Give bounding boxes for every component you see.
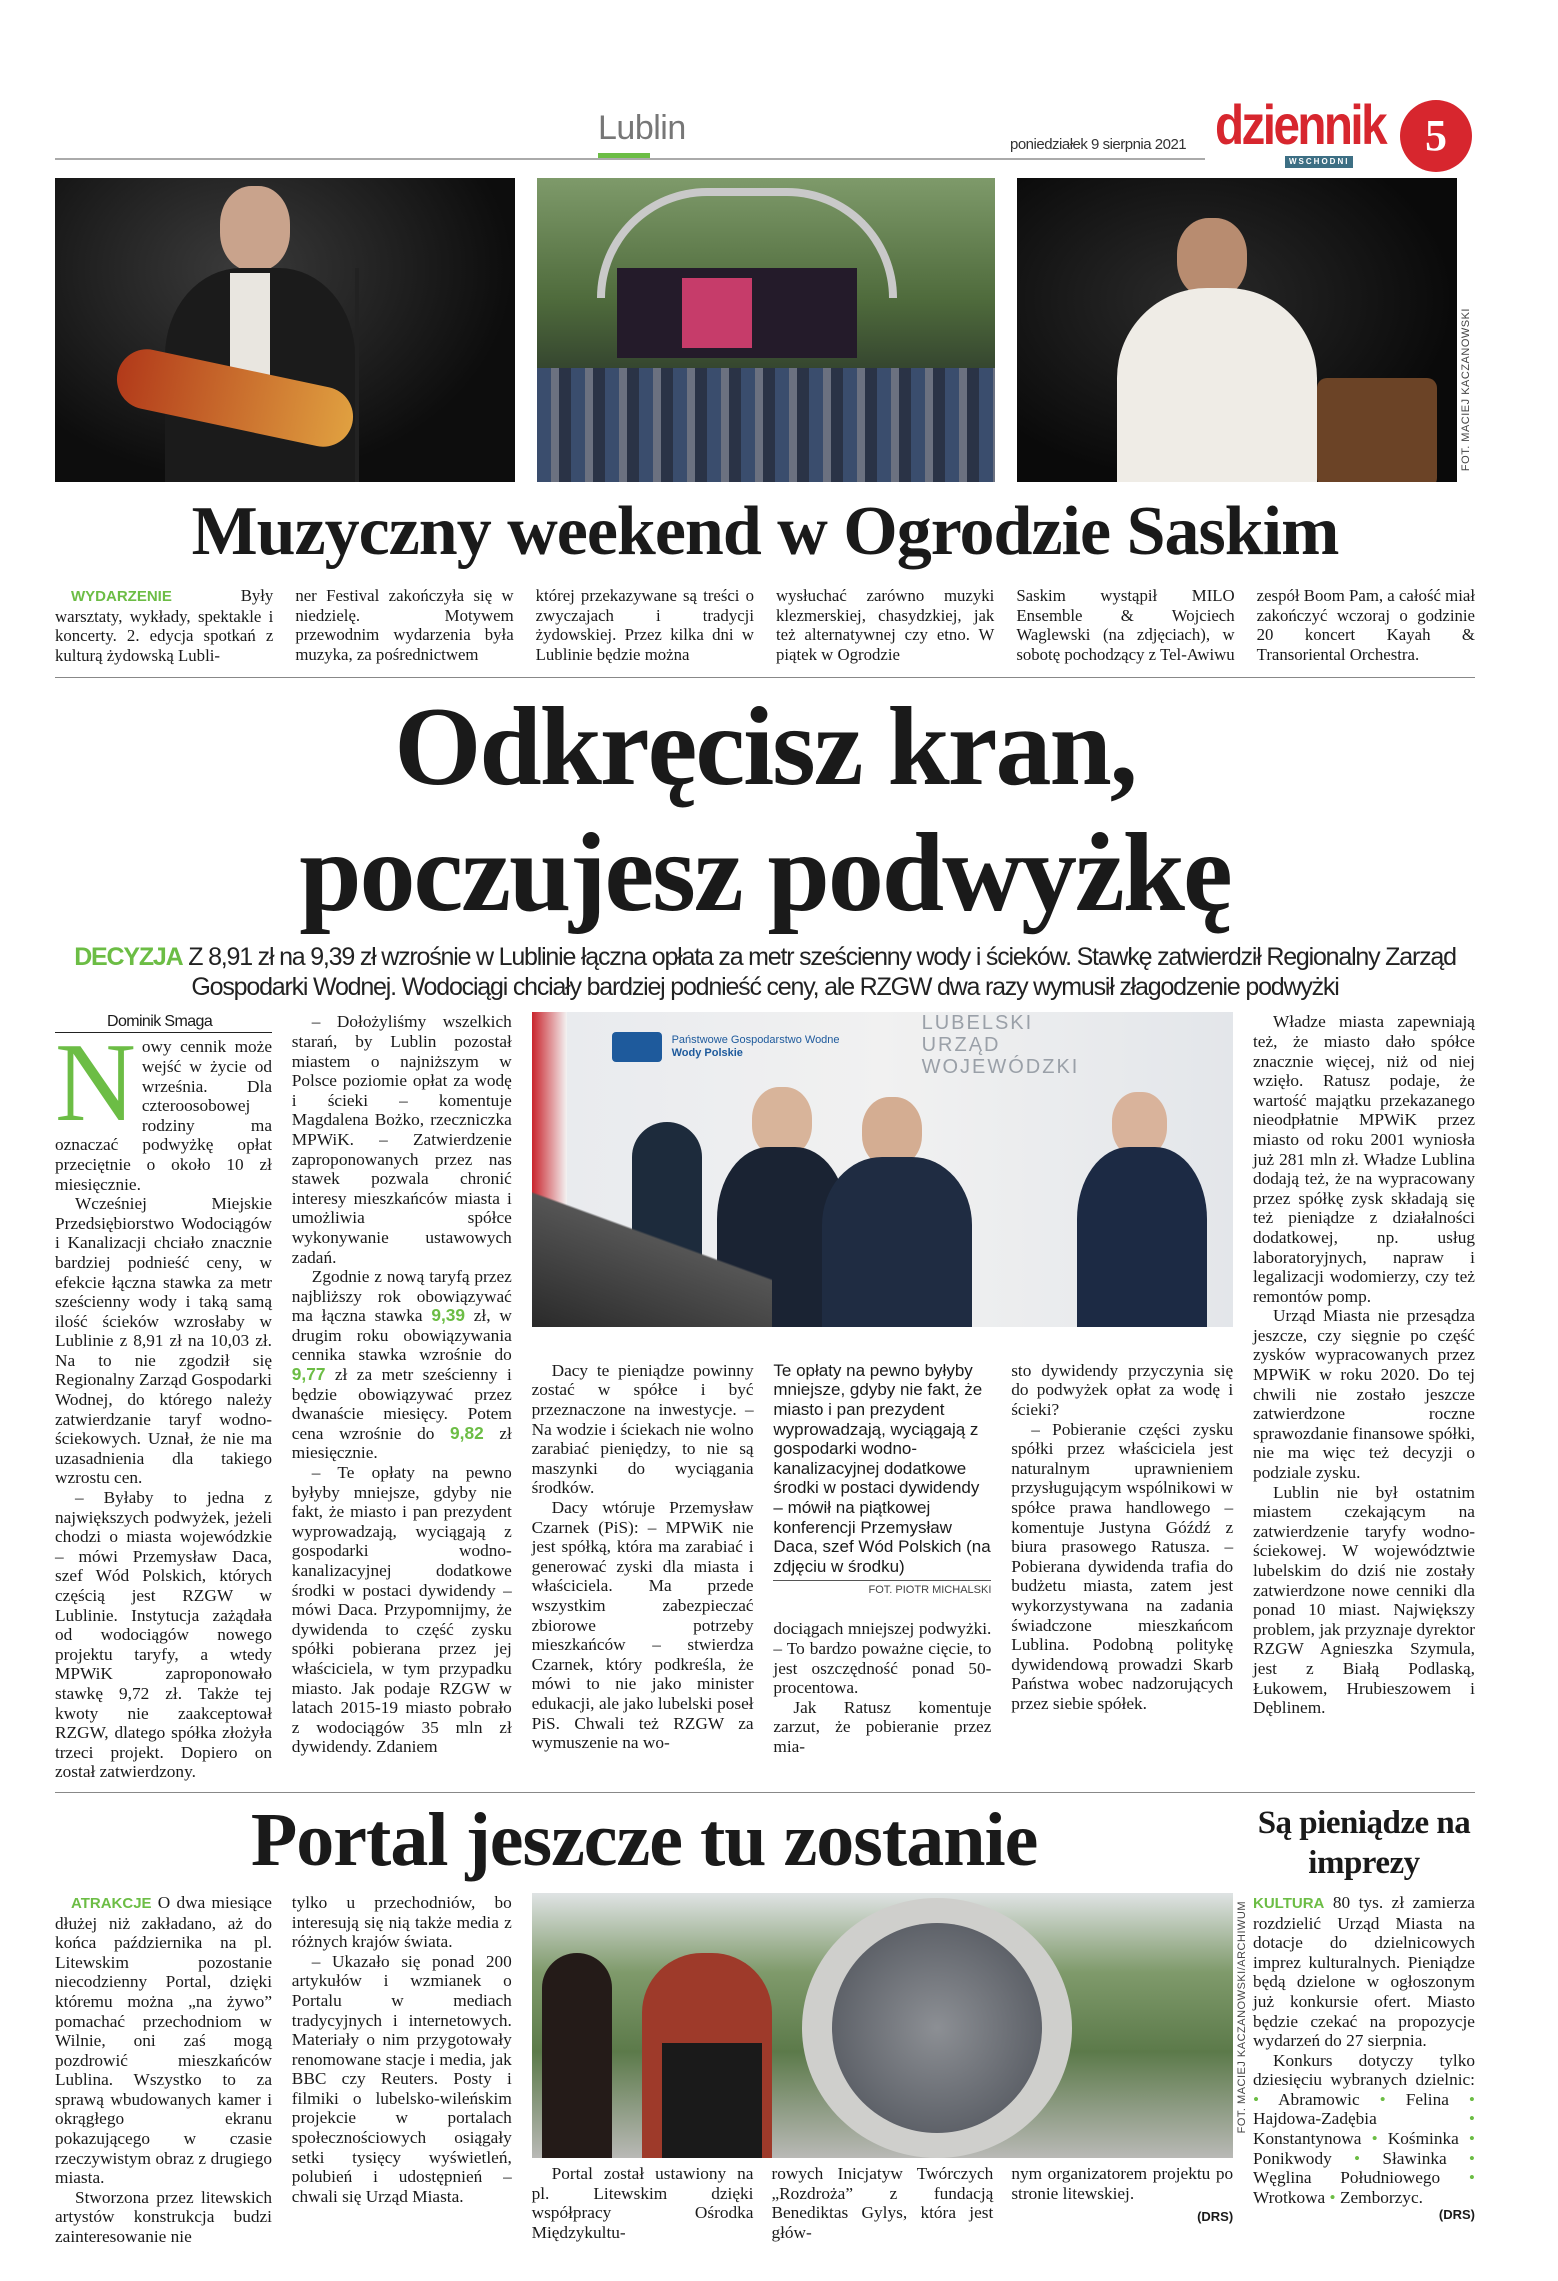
author-signature: (DRS) — [1197, 2209, 1234, 2225]
district-name: Konstantynowa — [1252, 2129, 1362, 2149]
headline-line-2: poczujesz podwyżkę — [299, 811, 1231, 936]
paragraph: Stworzona przez litewskich artystów konstrukcja budzi zainteresowanie nie — [55, 2187, 272, 2247]
kicker: KULTURA — [1252, 1894, 1325, 1912]
district-list — [1253, 2051, 1475, 2208]
district-name: Ponikwody — [1252, 2148, 1332, 2168]
paragraph — [55, 1488, 272, 1782]
sign-text: WOJEWÓDZKI — [921, 1056, 1080, 1079]
paragraph — [1011, 1420, 1233, 1714]
photo-caption — [532, 2164, 1234, 2242]
article-body — [55, 1012, 1475, 1782]
caption-text: rowych Inicjatyw Twórczych „Rozdroża” z fundacją Benediktas Gylys, która jest głów- — [771, 2163, 994, 2242]
article-portal-column-2 — [292, 1893, 512, 2247]
text-run: – Dołożyliśmy wszelkich starań, by Lublin pozostał miastem o najniższym w Polsce poziomie opłat za wodę i ścieki – komentuje Magdalena Bożko, rzeczniczka MPWiK. – Zatwierdzenie zaproponowanych przez nas stawek pozwala chronić interesy mieszkańców miasta i umożliwia spółce wykonywanie ustawowych zadań. — [291, 1012, 512, 1267]
page-content — [55, 178, 1475, 2267]
bullet-icon: • — [1325, 2187, 1340, 2207]
paragraph — [532, 1361, 754, 1498]
column-text: zespół Boom Pam, a całość miał zakończyć wczoraj o godzinie 20 koncert Kayah & Transoriental Orchestra. — [1256, 586, 1475, 664]
article-culture-funds — [1253, 1893, 1475, 2247]
headline-culture-funds: Są pieniądze na imprezy — [1257, 1804, 1471, 1881]
byline: Dominik Smaga — [55, 1012, 272, 1033]
sign-text: Wody Polskie — [671, 1047, 743, 1060]
district-name: Felina — [1405, 2089, 1449, 2109]
headline-water-prices — [55, 684, 1475, 936]
bullet-icon: • — [1361, 2129, 1388, 2149]
bullet-icon: • — [1252, 2089, 1279, 2109]
district-name: Zemborzyc. — [1339, 2187, 1423, 2207]
section-divider — [55, 1792, 1475, 1793]
article-deck — [55, 942, 1475, 1002]
bullet-icon: • — [1331, 2148, 1383, 2168]
article-column-6 — [1253, 1012, 1475, 1782]
deck-text: Z 8,91 zł na 9,39 zł wzrośnie w Lublinie łączna opłata za metr sześcienny wody i ścieków. Stawkę zatwierdził Regionalny Zarząd Gospodarki Wodnej. Wodociągi chciały bardziej podnieść ceny, ale RZGW dwa razy wymusił złagodzenie podwyżki — [188, 943, 1456, 1002]
text-run: owy cennik może wejść w życie od września. Dla czteroosobowej rodziny ma oznaczać podwyżkę opłat przeciętnie o około 10 zł miesięcznie. — [55, 1037, 272, 1194]
column-text: Saskim wystąpił MILO Ensemble & Wojciech Waglewski (na zdjęciach), w sobotę pochodzący z Tel-Awiwu — [1016, 586, 1235, 664]
sign-text: Państwowe Gospodarstwo Wodne — [671, 1034, 840, 1047]
bullet-icon: • — [1448, 2089, 1475, 2109]
logo-subtitle: WSCHODNI — [1285, 156, 1353, 168]
photo-credit: FOT. MACIEJ KACZANOWSKI — [1460, 308, 1472, 472]
paragraph — [292, 1267, 512, 1463]
column-text: ner Festival zakończyła się w niedzielę. Motywem przewodnim wydarzenia była muzyka, za pośrednictwem — [295, 586, 514, 664]
sign-text: LUBELSKI — [921, 1012, 1034, 1035]
column-text: której przekazywane są treści o zwyczajach i tradycji żydowskiej. Przez kilka dni w Lublinie będzie można — [535, 586, 754, 664]
author-signature: (DRS) — [1438, 2207, 1475, 2223]
dropcap: N — [55, 1021, 136, 1146]
paragraph — [292, 1012, 512, 1267]
text-run: sto dywidendy przyczynia się do podwyżek opłat za wodę i ścieki? — [1011, 1360, 1234, 1419]
text-run: Władze miasta zapewniają też, że miasto dało spółce znacznie więcej, niż od niej wzięło. Ratusz podaje, że wartość majątku przekazanego nieodpłatnie MPWiK przez miasto od roku 2001 wyniosła już 281 mln zł. Władze Lublina dodają też, że na wypracowany przez spółkę zysk składają się też pieniądze z działalności dodatkowej, np. usług laboratoryjnych, napraw i legalizacji wodomierzy, czy też remontów pomp. — [1252, 1012, 1475, 1306]
paragraph — [1253, 1012, 1475, 1306]
section-label: Lublin — [598, 109, 686, 147]
text-run: – Pobieranie części zysku spółki przez właściciela jest naturalnym uprawnieniem przysługującym wspólnikowi w spółce prawa handlowego – komentuje Justyna Góźdź z biura prasowego Ratusza. – Pobierana dywidenda trafia do budżetu miasta, zatem jest wykorzystywana na zadania świadczone mieszkańcom Lublina. Podobną politykę dywidendową prowadzi Skarb Państwa wobec nadzorujących przez siebie spółek. — [1011, 1419, 1234, 1713]
text-run: zł miesięcznie. — [291, 1423, 512, 1463]
bullet-icon: • — [1446, 2148, 1475, 2168]
bullet-icon: • — [1359, 2089, 1406, 2109]
district-name: Sławinka — [1382, 2148, 1447, 2168]
paragraph — [1253, 1306, 1475, 1482]
photo-portal — [532, 1893, 1234, 2158]
text-run: Dacy te pieniądze powinny zostać w spółce i być przeznaczone na inwestycje. – Na wodzie i ściekach nie wolno zarabiać pieniędzy, to nie są maszynki do wyciągania środków. — [531, 1360, 754, 1498]
paragraph: – Ukazało się ponad 200 artykułów i wzmianek o Portalu w mediach tradycyjnych i internetowych. Materiały o nim przygotowały renomowane stacje i media, jak BBC czy Reuters. Posty i filmiki o lubelsko-wileńskim projekcie w portalach społecznościowych osiągały setki tysięcy wyświetleń, polubień i udostępnień – chwali się Urząd Miasta. — [291, 1951, 512, 2206]
text-run: Wcześniej Miejskie Przedsiębiorstwo Wodociągów i Kanalizacji chciało znacznie bardziej podnieść ceny, w efekcie łączna stawka za metr sześcienny wody i taką samą ilość ścieków wzrosłaby w Lublinie z 8,91 zł na 10,03 zł. Na to nie zgodził się Regionalny Zarząd Gospodarki Wodnej, do którego należy zatwierdzanie taryf wodno-ściekowych. Uznał, że nie ma uzasadnienia dla takiego wzrostu cen. — [55, 1194, 272, 1488]
paragraph — [55, 1194, 272, 1488]
kicker: WYDARZENIE — [71, 588, 172, 605]
paragraph — [773, 1619, 991, 1697]
paragraph — [532, 1498, 754, 1753]
text-run: – Byłaby to jedna z największych podwyżek, jeżeli chodzi o miasta wojewódzkie – mówi Przemysław Daca, szef Wód Polskich, których częścią jest RZGW w Lublinie. Instytucja zażądała od wodociągów nowego projektu taryfy, a wtedy MPWiK zaproponowało stawkę 9,72 zł. Także tej kwoty nie zaakceptował RZGW, dlatego spółka złożyła trzeci projekt. Dopiero on został zatwierdzony. — [55, 1488, 272, 1782]
bottom-stories — [55, 1797, 1475, 2247]
kicker: ATRAKCJE — [71, 1894, 152, 1912]
article-column-1 — [55, 1012, 272, 1782]
article-column-2 — [292, 1012, 512, 1782]
highlighted-rate: 9,77 — [291, 1364, 326, 1385]
paragraph: Konkurs dotyczy tylko dziesięciu wybranych dzielnic: — [1252, 2050, 1475, 2090]
photo-stage-audience — [537, 178, 995, 482]
caption-text: Portal został ustawiony na pl. Litewskim dzięki współpracy Ośrodka Międzykultu- — [531, 2163, 754, 2242]
paragraph — [1253, 1483, 1475, 1718]
column-text: Były warsztaty, wykłady, spektakle i koncerty. 2. edycja spotkań z kulturą żydowską Lubli- — [55, 586, 274, 665]
district-name: Węglina Południowego — [1252, 2168, 1441, 2188]
logo-word: dziennik — [1215, 93, 1386, 156]
issue-date: poniedziałek 9 sierpnia 2021 — [1010, 136, 1187, 153]
text-run: Urząd Miasta nie przesądza jeszcze, czy sięgnie po część zysków wypracowanych przez MPWiK w roku 2020. Do tej chwili nie zostało jeszcze zatwierdzone roczne sprawozdanie finansowe spółki, nie ma więc też decyzji o podziale zysku. — [1252, 1306, 1475, 1483]
article-portal-column-1 — [55, 1893, 272, 2247]
text-run: Jak Ratusz komentuje zarzut, że pobieranie przez mia- — [773, 1697, 992, 1756]
photo-row — [55, 178, 1475, 482]
paragraph: O dwa miesiące dłużej niż zakładano, aż do końca października na pl. Litewskim pozostanie niecodzienny Portal, dzięki któremu można „na żywo” pomachać przechodniom w Wilnie, oni zaś mogą pozdrowić mieszkańców Lublina. Wszystko to za sprawą wbudowanych kamer i okrągłego ekranu pokazującego w czasie rzeczywistym obraz z drugiego miasta. — [55, 1892, 272, 2188]
article-music-weekend — [55, 586, 1475, 665]
headline-line-1: Odkręcisz kran, — [394, 685, 1136, 810]
text-run: dociągach mniejszej podwyżki. – To bardzo poważne cięcie, to jest oszczędność ponad 50-procentowa. — [773, 1619, 992, 1698]
text-run: Lublin nie był ostatnim miastem czekającym na zatwierdzenie taryfy wodno-ściekowej. W województwie lubelskim do dziś nie zostały zatwierdzone nowe cenniki dla ponad 10 miast. Największy problem, jak przyznaje dyrektor RZGW Agnieszka Szymula, jest z Białą Podlaską, Łukowem, Hrubieszowem i Dęblinem. — [1252, 1482, 1475, 1718]
headline-music-weekend: Muzyczny weekend w Ogrodzie Saskim — [191, 493, 1339, 570]
sign-text: URZĄD — [921, 1034, 1001, 1057]
newspaper-logo — [1215, 93, 1395, 172]
article-column-3 — [532, 1361, 754, 1782]
district-name: Hajdowa-Zadębia — [1252, 2109, 1377, 2129]
text-run: zł, w drugim roku obowiązywania cennika stawka wzrośnie do — [291, 1306, 512, 1365]
bullet-icon: • — [1376, 2109, 1475, 2129]
kicker: DECYZJA — [74, 943, 183, 972]
page-number: 5 — [1400, 100, 1472, 172]
photo-credit: FOT. PIOTR MICHALSKI — [773, 1580, 991, 1597]
headline-portal: Portal jeszcze tu zostanie — [250, 1797, 1038, 1882]
bullet-icon: • — [1440, 2168, 1475, 2188]
article-column-5 — [1011, 1361, 1233, 1782]
district-name: Abramowic — [1278, 2089, 1360, 2109]
district-name: Kośminka — [1387, 2129, 1459, 2149]
portal-photo-block — [531, 1893, 1249, 2247]
paragraph — [1011, 1361, 1233, 1420]
district-name: Wrotkowa — [1252, 2187, 1326, 2207]
photo-singer — [1017, 178, 1457, 482]
paragraph: 80 tys. zł zamierza rozdzielić Urząd Miasta na dotacje do dzielnicowych imprez kulturalnych. Pieniądze będą dzielone w ogłoszonym już konkursie ofert. Miasto będzie czekać na propozycje wydarzeń do 27 sierpnia. — [1252, 1892, 1475, 2051]
highlighted-rate: 9,39 — [431, 1305, 465, 1326]
column-text: wysłuchać zarówno muzyki klezmerskiej, chasydzkiej, jak też alternatywnej czy etno. W piątek w Ogrodzie — [775, 586, 995, 664]
article-column-4 — [773, 1361, 991, 1782]
highlighted-rate: 9,82 — [450, 1422, 484, 1443]
section-divider — [55, 677, 1475, 678]
photo-guitarist — [55, 178, 515, 482]
photo-press-conference — [532, 1012, 1234, 1327]
text-run: zł za metr sześcienny i będzie obowiązywać przez dwanaście miesięcy. Potem cena wzrośnie do — [291, 1365, 512, 1443]
bullet-icon: • — [1458, 2129, 1475, 2149]
text-run: Zgodnie z nową taryfą przez najbliższy rok obowiązywać ma łączna stawka — [291, 1267, 512, 1326]
header-divider — [55, 158, 1205, 160]
text-run: – Te opłaty na pewno byłyby mniejsze, gdyby nie fakt, że miasto i pan prezydent wyprowadzają, wyciągają z gospodarki wodno-kanalizacyjnej dodatkowe środki w postaci dywidendy – mówi Daca. Przypomnijmy, że dywidenda to część zysku spółki pobierana przez jej właściciela, w tym przypadku miasto. Jak podaje RZGW w latach 2015-19 miasto pobrało z wodociągów 35 mln zł dywidendy. Zdaniem — [291, 1463, 512, 1757]
caption-text: nym organizatorem projektu po stronie litewskiej. — [1011, 2163, 1234, 2203]
paragraph — [292, 1463, 512, 1757]
pull-quote: Te opłaty na pewno byłyby mniejsze, gdyby nie fakt, że miasto i pan prezydent wyprowadzają, wyciągają z gospodarki wodno-kanalizacyjnej dodatkowe środki w postaci dywidendy – mówił na piątkowej konferencji Przemysław Daca, szef Wód Polskich (na zdjęciu w środku) — [773, 1360, 991, 1576]
photo-credit: FOT. MACIEJ KACZANOWSKI/ARCHIWUM — [1236, 1900, 1249, 2134]
paragraph: tylko u przechodniów, bo interesują się nią także media z różnych krajów świata. — [291, 1892, 512, 1952]
paragraph — [773, 1698, 991, 1757]
text-run: Dacy wtóruje Przemysław Czarnek (PiS): – MPWiK nie jest spółką, która ma zarabiać i generować zyski dla miasta i właściciela. Ma przede wszystkim zabezpieczać zbiorowe potrzeby mieszkańców – stwierdza Czarnek, który podkreśla, że mówi to nie jako minister edukacji, ale jako lubelski poseł PiS. Chwali też RZGW za wymuszenie na wo- — [531, 1497, 754, 1753]
